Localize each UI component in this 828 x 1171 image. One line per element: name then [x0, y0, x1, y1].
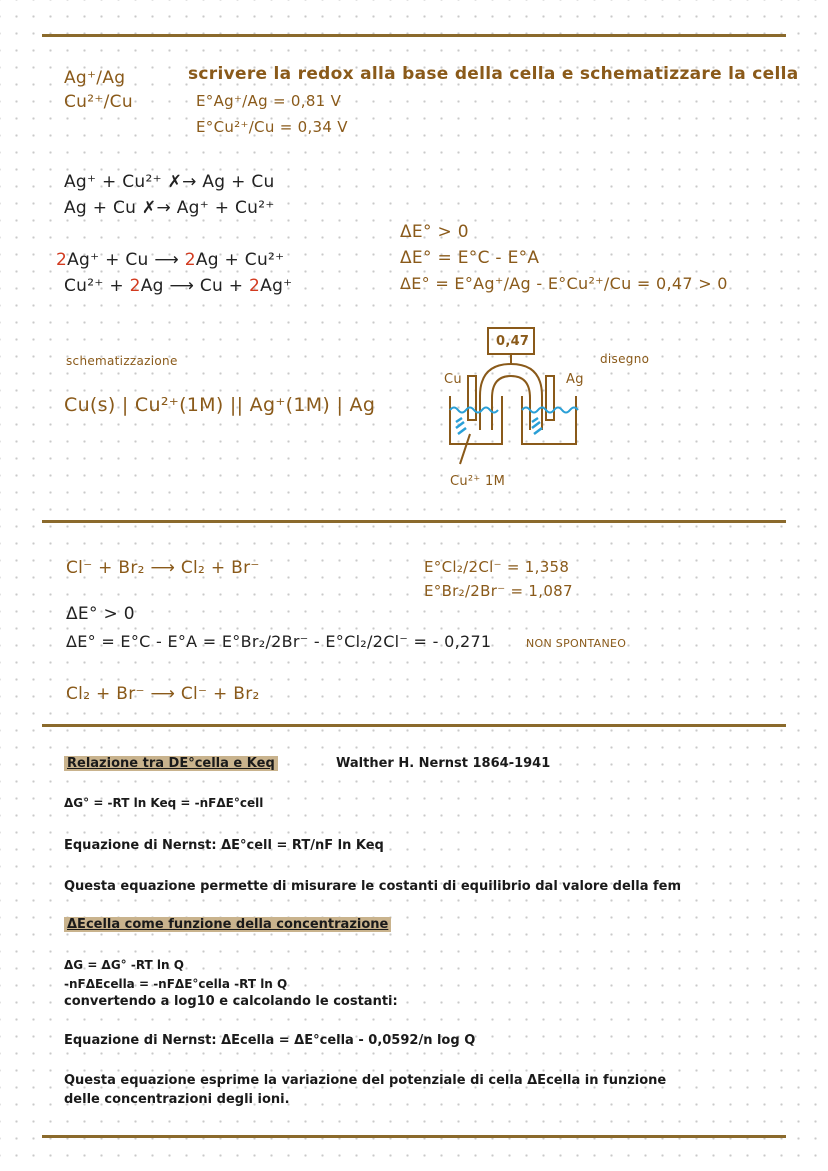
delta-e-2: ΔE° = E°C - E°A: [400, 248, 540, 268]
r3b: Ag + Cu²⁺: [195, 250, 285, 270]
eq-nfde: -nFΔEcella = -nFΔE°cella -RT ln Q: [64, 977, 288, 991]
eq-log-note: convertendo a log10 e calcolando le costanti:: [64, 994, 398, 1009]
divider-1: [42, 520, 786, 523]
top-rule: [42, 34, 786, 37]
note-variation-2: delle concentrazioni degli ioni.: [64, 1092, 290, 1107]
e-cu: E°Cu²⁺/Cu = 0,34 V: [196, 118, 348, 136]
coef: 2: [129, 276, 141, 296]
divider-2: [42, 724, 786, 727]
delta-e-1: ΔE° > 0: [400, 222, 469, 242]
cu-electrode: [468, 376, 476, 420]
delta-e-3: ΔE° = E°Ag⁺/Ag - E°Cu²⁺/Cu = 0,47 > 0: [400, 274, 728, 293]
note-fem: Questa equazione permette di misurare le costanti di equilibrio dal valore della fem: [64, 879, 682, 894]
electrode-cu-label: Cu: [444, 372, 462, 387]
e-br: E°Br₂/2Br⁻ = 1,087: [424, 582, 573, 600]
electrode-ag-label: Ag: [566, 372, 584, 387]
e-cl: E°Cl₂/2Cl⁻ = 1,358: [424, 558, 570, 576]
couple-ag: Ag⁺/Ag: [64, 68, 126, 88]
eq-dg: ΔG = ΔG° -RT ln Q: [64, 958, 184, 972]
halogen-reaction: Cl⁻ + Br₂ ⟶ Cl₂ + Br⁻: [66, 558, 260, 578]
r4c: Ag⁺: [260, 276, 293, 296]
r4a: Cu²⁺ +: [64, 276, 130, 296]
voltmeter-reading: 0,47: [496, 334, 530, 349]
water-left: [450, 408, 498, 413]
heading-relation: [64, 756, 278, 771]
r4b: Ag ⟶ Cu +: [140, 276, 250, 296]
reaction-3: [56, 250, 284, 270]
heading-concentration-text: ΔEcella come funzione della concentrazione: [64, 917, 391, 932]
delta-e-cond: ΔE° > 0: [66, 604, 135, 624]
coef: 2: [249, 276, 261, 296]
reaction-2: Ag + Cu ✗→ Ag⁺ + Cu²⁺: [64, 198, 275, 218]
drawing-label: disegno: [600, 352, 650, 366]
coef: 2: [184, 250, 196, 270]
couple-cu: Cu²⁺/Cu: [64, 92, 133, 112]
delta-e-calc: ΔE° = E°C - E°A = E°Br₂/2Br⁻ - E°Cl₂/2Cl⁻ = - 0,271: [66, 632, 492, 651]
cell-schematic: Cu(s) | Cu²⁺(1M) || Ag⁺(1M) | Ag: [64, 394, 376, 416]
reaction-4: [64, 276, 292, 296]
note-variation-1: Questa equazione esprime la variazione del potenziale di cella ΔEcella in funzione: [64, 1073, 667, 1088]
nernst-name: Walther H. Nernst 1864-1941: [336, 756, 551, 771]
exercise-title: scrivere la redox alla base della cella e schematizzare la cella: [188, 64, 799, 84]
solution-label: Cu²⁺ 1M: [450, 474, 506, 489]
heading-concentration: [64, 917, 391, 932]
r3a: Ag⁺ + Cu ⟶: [67, 250, 185, 270]
heading-relation-text: Relazione tra DE°cella e Keq: [64, 756, 278, 771]
e-ag: E°Ag⁺/Ag = 0,81 V: [196, 92, 342, 110]
non-spontaneous: NON SPONTANEO: [526, 637, 627, 650]
bottom-rule: [42, 1135, 786, 1138]
galvanic-cell-drawing: [440, 326, 610, 496]
eq-nernst-2: Equazione di Nernst: ΔEcella = ΔE°cella - 0,0592/n log Q: [64, 1033, 476, 1048]
reaction-1: Ag⁺ + Cu²⁺ ✗→ Ag + Cu: [64, 172, 275, 192]
eq-nernst-1: Equazione di Nernst: ΔE°cell = RT/nF ln Keq: [64, 838, 384, 853]
reverse-reaction: Cl₂ + Br⁻ ⟶ Cl⁻ + Br₂: [66, 684, 260, 704]
schema-label: schematizzazione: [66, 354, 178, 368]
coef: 2: [56, 250, 68, 270]
eq-gibbs: ΔG° = -RT ln Keq = -nFΔE°cell: [64, 796, 264, 810]
